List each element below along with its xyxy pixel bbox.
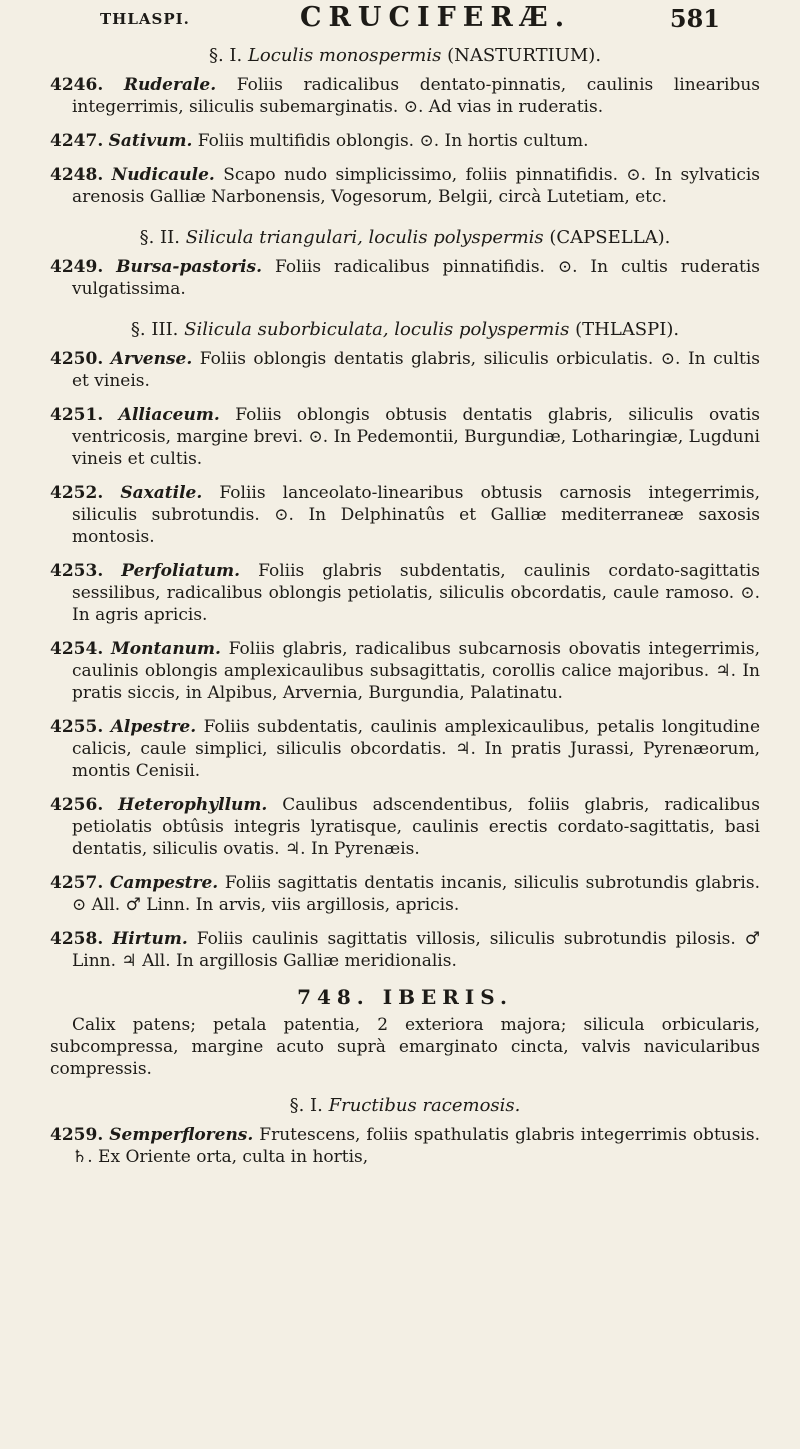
species-entry: 4256. Heterophyllum. Caulibus adscendentibus, foliis glabris, radicalibus petiolatis obtûsis integris lyratisque, caulinis erectis cordato-sagittatis, basi dentatis, siliculis ovatis. ♃. In Pyrenæis. — [50, 795, 760, 859]
species-entry: 4259. Semperflorens. Frutescens, foliis spathulatis glabris integerrimis obtusis. ♄. Ex Oriente orta, culta in hortis, — [50, 1125, 761, 1167]
species-entry: 4255. Alpestre. Foliis subdentatis, caulinis amplexicaulibus, petalis longitudine calicis, caule simplici, siliculis obcordatis. ♃. In pratis Jurassi, Pyrenæorum, montis Cenisii. — [50, 717, 761, 781]
species-entry: 4247. Sativum. Foliis multifidis oblongis. ⊙. In hortis cultum. — [50, 131, 589, 151]
section-heading: §. III. Silicula suborbiculata, loculis polyspermis (THLASPI). — [130, 319, 680, 340]
header-family: CRUCIFERÆ. — [300, 2, 572, 33]
species-entry: 4257. Campestre. Foliis sagittatis dentatis incanis, siliculis subrotundis glabris. ⊙ All. ♂ Linn. In arvis, viis argillosis, apricis. — [50, 873, 761, 915]
species-entry: 4258. Hirtum. Foliis caulinis sagittatis villosis, siliculis subrotundis pilosis. ♂ Linn. ♃ All. In argillosis Galliæ meridionalis. — [50, 929, 760, 971]
running-header — [50, 0, 760, 44]
species-entry: 4249. Bursa-pastoris. Foliis radicalibus pinnatifidis. ⊙. In cultis ruderatis vulgatissima. — [50, 257, 761, 299]
species-entry: 4248. Nudicaule. Scapo nudo simplicissimo, foliis pinnatifidis. ⊙. In sylvaticis arenosis Galliæ Narbonensis, Vogesorum, Belgii, circà Lutetiam, etc. — [50, 165, 760, 207]
genus-heading: 748. IBERIS. — [297, 985, 513, 1009]
species-entry: 4251. Alliaceum. Foliis oblongis obtusis dentatis glabris, siliculis ovatis ventricosis, margine brevi. ⊙. In Pedemontii, Burgundiæ, Lotharingiæ, Lugduni vineis et cultis. — [50, 405, 760, 469]
header-genus: THLASPI. — [100, 10, 190, 28]
section-heading: §. I. Fructibus racemosis. — [289, 1095, 521, 1116]
page-number: 581 — [669, 4, 720, 33]
genus-description: Calix patens; petala patentia, 2 exteriora majora; silicula orbicularis, subcompressa, margine acuto suprà emarginato cincta, valvis navicularibus compressis. — [50, 1015, 760, 1079]
species-entry: 4246. Ruderale. Foliis radicalibus dentato-pinnatis, caulinis linearibus integerrimis, siliculis subemarginatis. ⊙. Ad vias in ruderatis. — [50, 75, 760, 117]
section-heading: §. I. Loculis monospermis (NASTURTIUM). — [208, 45, 602, 66]
species-entry: 4250. Arvense. Foliis oblongis dentatis glabris, siliculis orbiculatis. ⊙. In cultis et vineis. — [50, 349, 761, 391]
species-entry: 4253. Perfoliatum. Foliis glabris subdentatis, caulinis cordato-sagittatis sessilibus, radicalibus oblongis petiolatis, siliculis obcordatis, caule ramoso. ⊙. In agris apricis. — [50, 561, 761, 625]
species-entry: 4252. Saxatile. Foliis lanceolato-linearibus obtusis carnosis integerrimis, siliculis subrotundis. ⊙. In Delphinatûs et Galliæ mediterraneæ saxosis montosis. — [50, 483, 761, 547]
section-heading: §. II. Silicula triangulari, loculis polyspermis (CAPSELLA). — [139, 227, 671, 248]
species-entry: 4254. Montanum. Foliis glabris, radicalibus subcarnosis obovatis integerrimis, caulinis oblongis amplexicaulibus subsagittatis, corollis calice majoribus. ♃. In pratis siccis, in Alpibus, Arvernia, Burgundia, Palatinatu. — [50, 639, 761, 703]
